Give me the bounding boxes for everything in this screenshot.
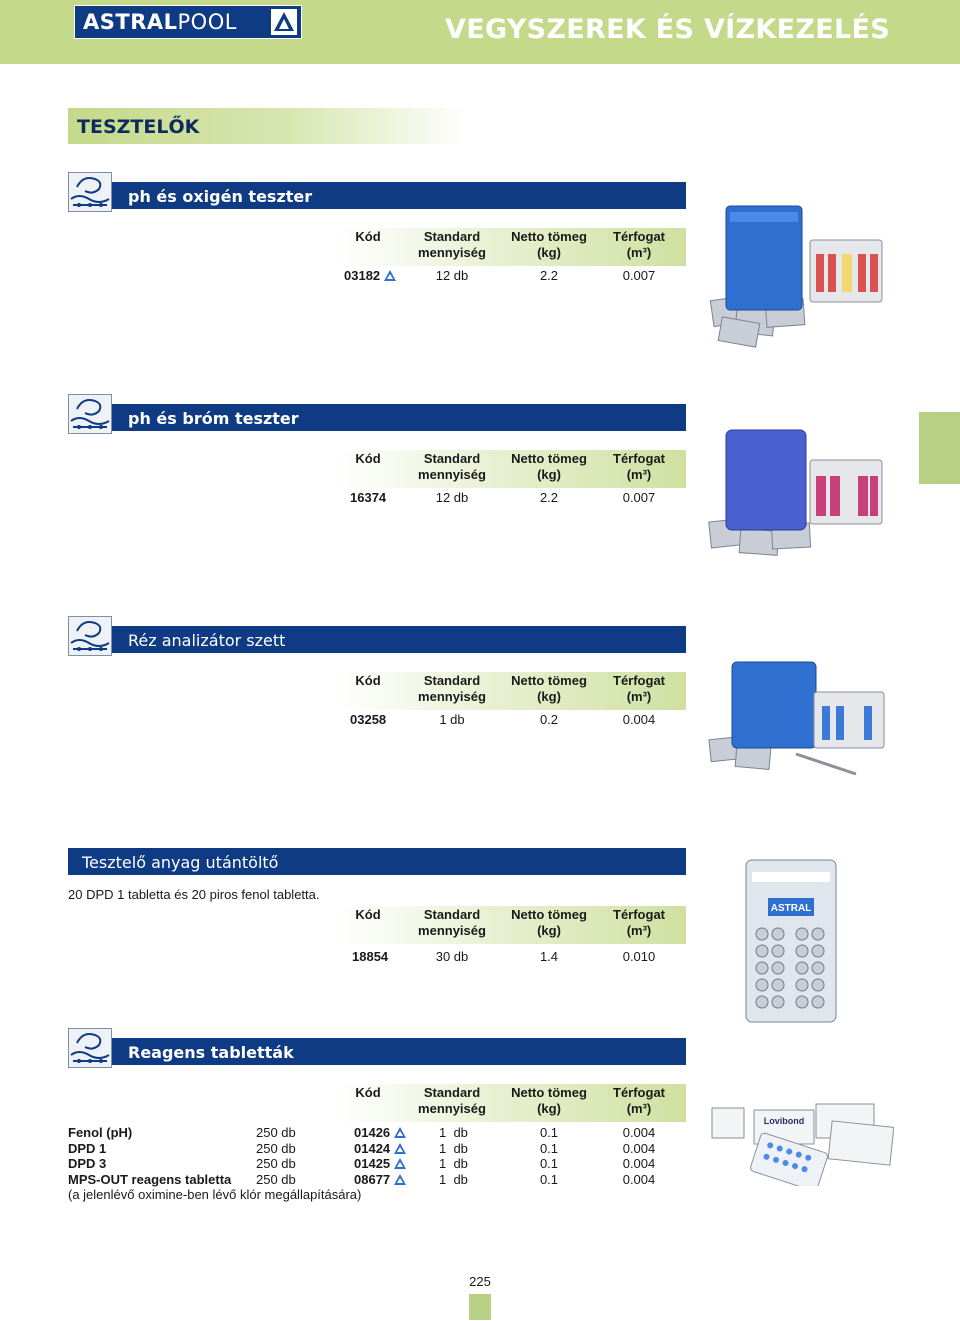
reagent-volume: 0.004 [622,1172,656,1187]
product-code: 18854 [352,949,389,964]
product-code: 03258 [350,712,387,727]
reagent-weight: 0.1 [539,1141,559,1156]
col-volume: Térfogat (m³) [613,1085,665,1116]
product-qty: 30 db [435,949,469,964]
reagent-volume: 0.004 [622,1125,656,1140]
reagent-code: 08677 [354,1172,407,1187]
side-tab-marker [919,412,960,484]
logo-triangle-icon [271,9,297,35]
reagent-qty: 1 db [439,1156,468,1171]
product-weight: 0.2 [539,712,559,727]
product-name: Tesztelő anyag utántöltő [82,853,279,872]
reagent-weight: 0.1 [539,1156,559,1171]
pool-chemistry-icon [68,616,112,656]
page-number-marker [469,1294,491,1320]
reagent-name: DPD 3 [68,1156,107,1171]
blister-tablet [796,996,808,1008]
tester-kit-image [706,420,888,566]
blister-pack-image [744,858,838,1024]
reagent-volume: 0.004 [622,1141,656,1156]
pool-chemistry-icon [68,1028,112,1068]
pool-chemistry-icon [68,394,112,434]
col-weight: Netto tömeg (kg) [511,907,587,938]
reagent-code: 01426 [354,1125,407,1140]
blister-tablet [772,996,784,1008]
col-kod: Kód [355,673,381,688]
col-kod: Kód [355,229,381,244]
col-kod: Kód [355,1085,381,1100]
tester-kit-image [706,196,888,352]
col-standard: Standard mennyiség [418,673,486,704]
blister-tablet [812,928,824,940]
product-qty: 1 db [439,712,465,727]
blister-tablet [772,962,784,974]
blister-tablet [772,979,784,991]
col-volume: Térfogat (m³) [613,907,665,938]
reagent-footnote: (a jelenlévő oximine-ben lévő klór megállapítására) [68,1187,362,1202]
blister-tablet [772,928,784,940]
blister-tablet [756,979,768,991]
product-qty: 12 db [435,490,469,505]
product-volume: 0.007 [622,268,656,283]
blister-tablet [796,945,808,957]
page-title: VEGYSZEREK ÉS VÍZKEZELÉS [445,14,890,45]
reagent-pack: 250 db [256,1172,296,1187]
col-kod: Kód [355,451,381,466]
blister-tablet [812,979,824,991]
reagent-weight: 0.1 [539,1125,559,1140]
reagent-pack: 250 db [256,1125,296,1140]
product-name: ph és oxigén teszter [128,187,313,206]
col-weight: Netto tömeg (kg) [511,1085,587,1116]
product-volume: 0.010 [622,949,656,964]
col-volume: Térfogat (m³) [613,229,665,260]
blister-tablet [796,928,808,940]
product-volume: 0.004 [622,712,656,727]
col-standard: Standard mennyiség [418,451,486,482]
reagent-boxes-image [710,1102,894,1186]
col-standard: Standard mennyiség [418,229,486,260]
blister-tablet [796,962,808,974]
blister-tablet [756,928,768,940]
reagent-code: 01424 [354,1141,407,1156]
blister-brand-label: ASTRAL [770,903,812,914]
product-weight: 1.4 [539,949,559,964]
reagent-qty: 1 db [439,1125,468,1140]
blister-tablet [812,945,824,957]
product-name: ph és bróm teszter [128,409,299,428]
col-standard: Standard mennyiség [418,1085,486,1116]
product-code: 16374 [350,490,387,505]
triangle-mark-icon [393,1142,407,1155]
col-weight: Netto tömeg (kg) [511,673,587,704]
pool-chemistry-icon [68,172,112,212]
product-note: 20 DPD 1 tabletta és 20 piros fenol tabletta. [68,887,320,902]
reagent-qty: 1 db [439,1141,468,1156]
product-weight: 2.2 [539,490,559,505]
triangle-mark-icon [393,1157,407,1170]
col-kod: Kód [355,907,381,922]
triangle-mark-icon [393,1126,407,1139]
reagent-weight: 0.1 [539,1172,559,1187]
col-volume: Térfogat (m³) [613,451,665,482]
reagent-title: Reagens tabletták [128,1043,294,1062]
page-number: 225 [469,1274,491,1289]
product-qty: 12 db [435,268,469,283]
triangle-mark-icon [383,269,397,282]
astralpool-logo: ASTRALPOOL [74,5,302,39]
reagent-name: MPS-OUT reagens tabletta [68,1172,232,1187]
blister-tablet [812,996,824,1008]
blister-tablet [756,996,768,1008]
col-weight: Netto tömeg (kg) [511,229,587,260]
reagent-volume: 0.004 [622,1156,656,1171]
product-weight: 2.2 [539,268,559,283]
reagent-code: 01425 [354,1156,407,1171]
reagent-qty: 1 db [439,1172,468,1187]
reagent-pack: 250 db [256,1141,296,1156]
product-volume: 0.007 [622,490,656,505]
col-standard: Standard mennyiség [418,907,486,938]
product-name: Réz analizátor szett [128,631,286,650]
copper-kit-image [706,658,888,782]
section-title: TESZTELŐK [77,116,200,138]
reagent-brand-label: Lovibond [763,1116,805,1126]
col-volume: Térfogat (m³) [613,673,665,704]
blister-tablet [796,979,808,991]
blister-tablet [756,945,768,957]
reagent-name: Fenol (pH) [68,1125,133,1140]
reagent-name: DPD 1 [68,1141,107,1156]
blister-tablet [772,945,784,957]
col-weight: Netto tömeg (kg) [511,451,587,482]
blister-tablet [812,962,824,974]
blister-tablet [756,962,768,974]
triangle-mark-icon [393,1173,407,1186]
product-code: 03182 [344,268,397,283]
reagent-pack: 250 db [256,1156,296,1171]
